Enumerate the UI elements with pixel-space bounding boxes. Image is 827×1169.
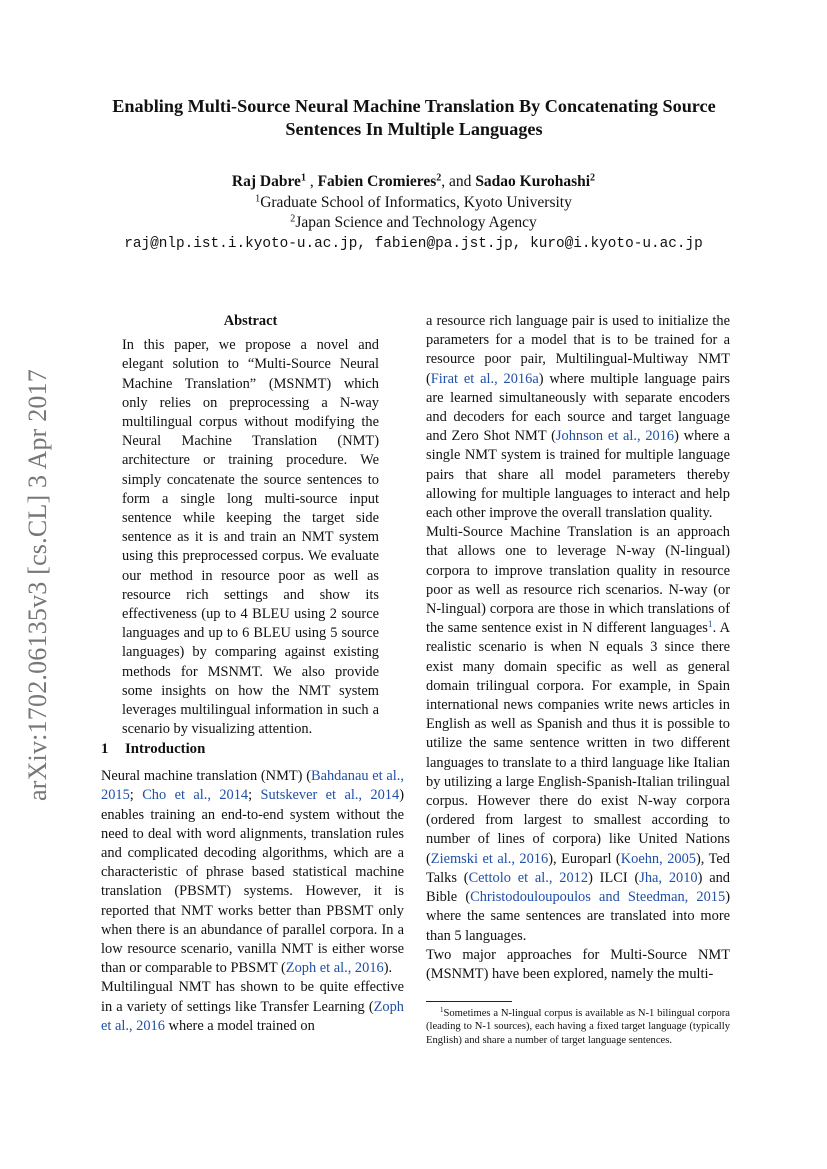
affiliation-text: Japan Science and Technology Agency [295, 214, 537, 231]
author-emails: raj@nlp.ist.i.kyoto-u.ac.jp, fabien@pa.jst.jp, kuro@i.kyoto-u.ac.jp [124, 235, 703, 252]
author-name: Sadao Kurohashi [475, 173, 591, 190]
intro-paragraph-2 [101, 978, 404, 1036]
paragraph-text: ) and Bible ( [426, 869, 730, 906]
paper-title: Enabling Multi-Source Neural Machine Translation By Concatenating Source Sentences In Multiple Languages [112, 96, 716, 139]
paragraph-text: Neural machine translation (NMT) ( [101, 768, 311, 785]
author-block [60, 172, 767, 254]
section-heading-introduction [101, 740, 404, 759]
paragraph-text: ). [383, 960, 393, 977]
paragraph-text: ) where the same sentences are translated into more than 5 languages. [426, 889, 730, 944]
citation-link[interactable]: Cettolo et al., 2012 [468, 869, 589, 886]
citation-link[interactable]: Jha, 2010 [639, 869, 698, 886]
footnote-number: 1 [440, 1007, 444, 1015]
paragraph-text: Multi-Source Machine Translation is an approach that allows one to leverage N-way (N-lingual) corpora to improve translation quality in resource poor as well as resource rich scenarios. N-way (or N-lingual) corpora are those in which translations of the same sentence exist in N different languages [426, 524, 730, 637]
citation-link[interactable]: Bahdanau et al., 2015 [101, 768, 405, 804]
author-name: Fabien Cromieres [317, 173, 437, 190]
affiliation-2 [60, 213, 767, 234]
abstract-section [122, 312, 379, 739]
paragraph-text: . A realistic scenario is when N equals 3 since there exist many domain specific as well as general domain trilingual corpora. For example, in Spain international news companies write news articles in English as well as Spanish and thus it is possible to utilize the same sentence written in two different languages to translate to a third language like Italian by utilizing a large English-Spanish-Italian trilingual corpus. However there do exist N-way corpora (ordered from largest to smallest according to number of lines of corpora) like United Nations ( [426, 620, 730, 867]
right-column [426, 312, 730, 984]
affiliation-marker: 2 [436, 172, 442, 184]
section-number: 1 [101, 741, 109, 757]
arxiv-identifier-stamp: arXiv:1702.06135v3 [cs.CL] 3 Apr 2017 [23, 368, 52, 802]
footnote [426, 1007, 730, 1047]
intro-paragraph-1 [101, 767, 404, 978]
citation-link[interactable]: Firat et al., 2016a [430, 370, 539, 387]
paragraph-text: ), Europarl ( [548, 850, 621, 867]
paragraph-text: ), Ted Talks ( [426, 850, 730, 886]
paragraph-text: ) where multiple language pairs are learned simultaneously with separate encoders and decoders for each source and target language and Zero Shot NMT ( [426, 370, 731, 445]
paragraph-text: ; [248, 787, 261, 804]
author-name: Raj Dabre [231, 173, 301, 190]
left-column [101, 740, 404, 1036]
author-names [60, 172, 767, 193]
paragraph-text: ) ILCI ( [588, 869, 640, 886]
paragraph-text: Multilingual NMT has shown to be quite effective in a variety of settings like Transfer Learning ( [101, 979, 404, 1015]
author-separator: , [305, 173, 318, 190]
section-title: Introduction [125, 741, 206, 757]
citation-link[interactable]: Christodouloupoulos and Steedman, 2015 [470, 889, 726, 906]
citation-link[interactable]: Zoph et al., 2016 [101, 998, 404, 1034]
affiliation-marker: 2 [590, 172, 596, 184]
paragraph-text: ) enables training an end-to-end system without the need to deal with word alignments, translation rules and complicated decoding algorithms, which are a characteristic of phrase based statistical machine translation (PBSMT) systems. However, it is reported that NMT works better than PBSMT only when there is an abundance of parallel corpora. In a low resource scenario, vanilla NMT is either worse than or comparable to PBSMT ( [101, 787, 404, 977]
intro-paragraph-3 [426, 523, 730, 945]
citation-link[interactable]: Johnson et al., 2016 [555, 428, 675, 445]
citation-link[interactable]: Ziemski et al., 2016 [430, 850, 549, 867]
intro-paragraph-4: Two major approaches for Multi-Source NMT (MSNMT) have been explored, namely the multi- [426, 946, 730, 982]
intro-paragraph-2-continued [426, 312, 730, 523]
abstract-heading: Abstract [223, 313, 278, 329]
citation-link[interactable]: Cho et al., 2014 [142, 787, 249, 804]
footnote-text: Sometimes a N-lingual corpus is available as N-1 bilingual corpora (leading to N-1 sources), each having a fixed target language (typically English) and share a number of target language sentences. [426, 1008, 730, 1046]
paragraph-text: a resource rich language pair is used to initialize the parameters for a model that is to be trained for a resource poor pair, Multilingual-Multiway NMT ( [426, 313, 730, 387]
affiliation-text: Graduate School of Informatics, Kyoto University [260, 193, 572, 211]
paragraph-text: where a model trained on [164, 1017, 315, 1034]
author-separator: , and [441, 173, 476, 190]
footnote-divider [426, 1001, 512, 1002]
citation-link[interactable]: Zoph et al., 2016 [285, 960, 384, 977]
citation-link[interactable]: Sutskever et al., 2014 [260, 787, 400, 804]
paragraph-text: ) where a single NMT system is trained for multiple language pairs that share all model parameters thereby allowing for multiple languages to interact and help each other improve the overall translation quality. [426, 428, 730, 522]
footnote-marker[interactable]: 1 [707, 620, 713, 631]
abstract-text: In this paper, we propose a novel and elegant solution to “Multi-Source Neural Machine Translation” (MSNMT) which only relies on preprocessing a N-way multilingual corpus without modifying the Neural Machine Translation (NMT) architecture or training procedure. We simply concatenate the source sentences to form a single long multi-source input sentence while keeping the target side sentence as it is and train an NMT system using this preprocessed corpus. We evaluate our method in resource poor as well as resource rich settings and show its effectiveness (up to 4 BLEU using 2 source languages and up to 6 BLEU using 5 source languages) by comparing against existing methods for MSNMT. We also provide some insights on how the NMT system leverages multilingual information in such a scenario by visualizing attention. [122, 337, 379, 738]
paragraph-text: ; [129, 787, 143, 804]
affiliation-marker: 1 [300, 172, 306, 184]
affiliation-marker: 1 [255, 192, 261, 204]
affiliation-1 [60, 193, 767, 214]
affiliation-marker: 2 [290, 213, 296, 225]
citation-link[interactable]: Koehn, 2005 [620, 850, 696, 867]
